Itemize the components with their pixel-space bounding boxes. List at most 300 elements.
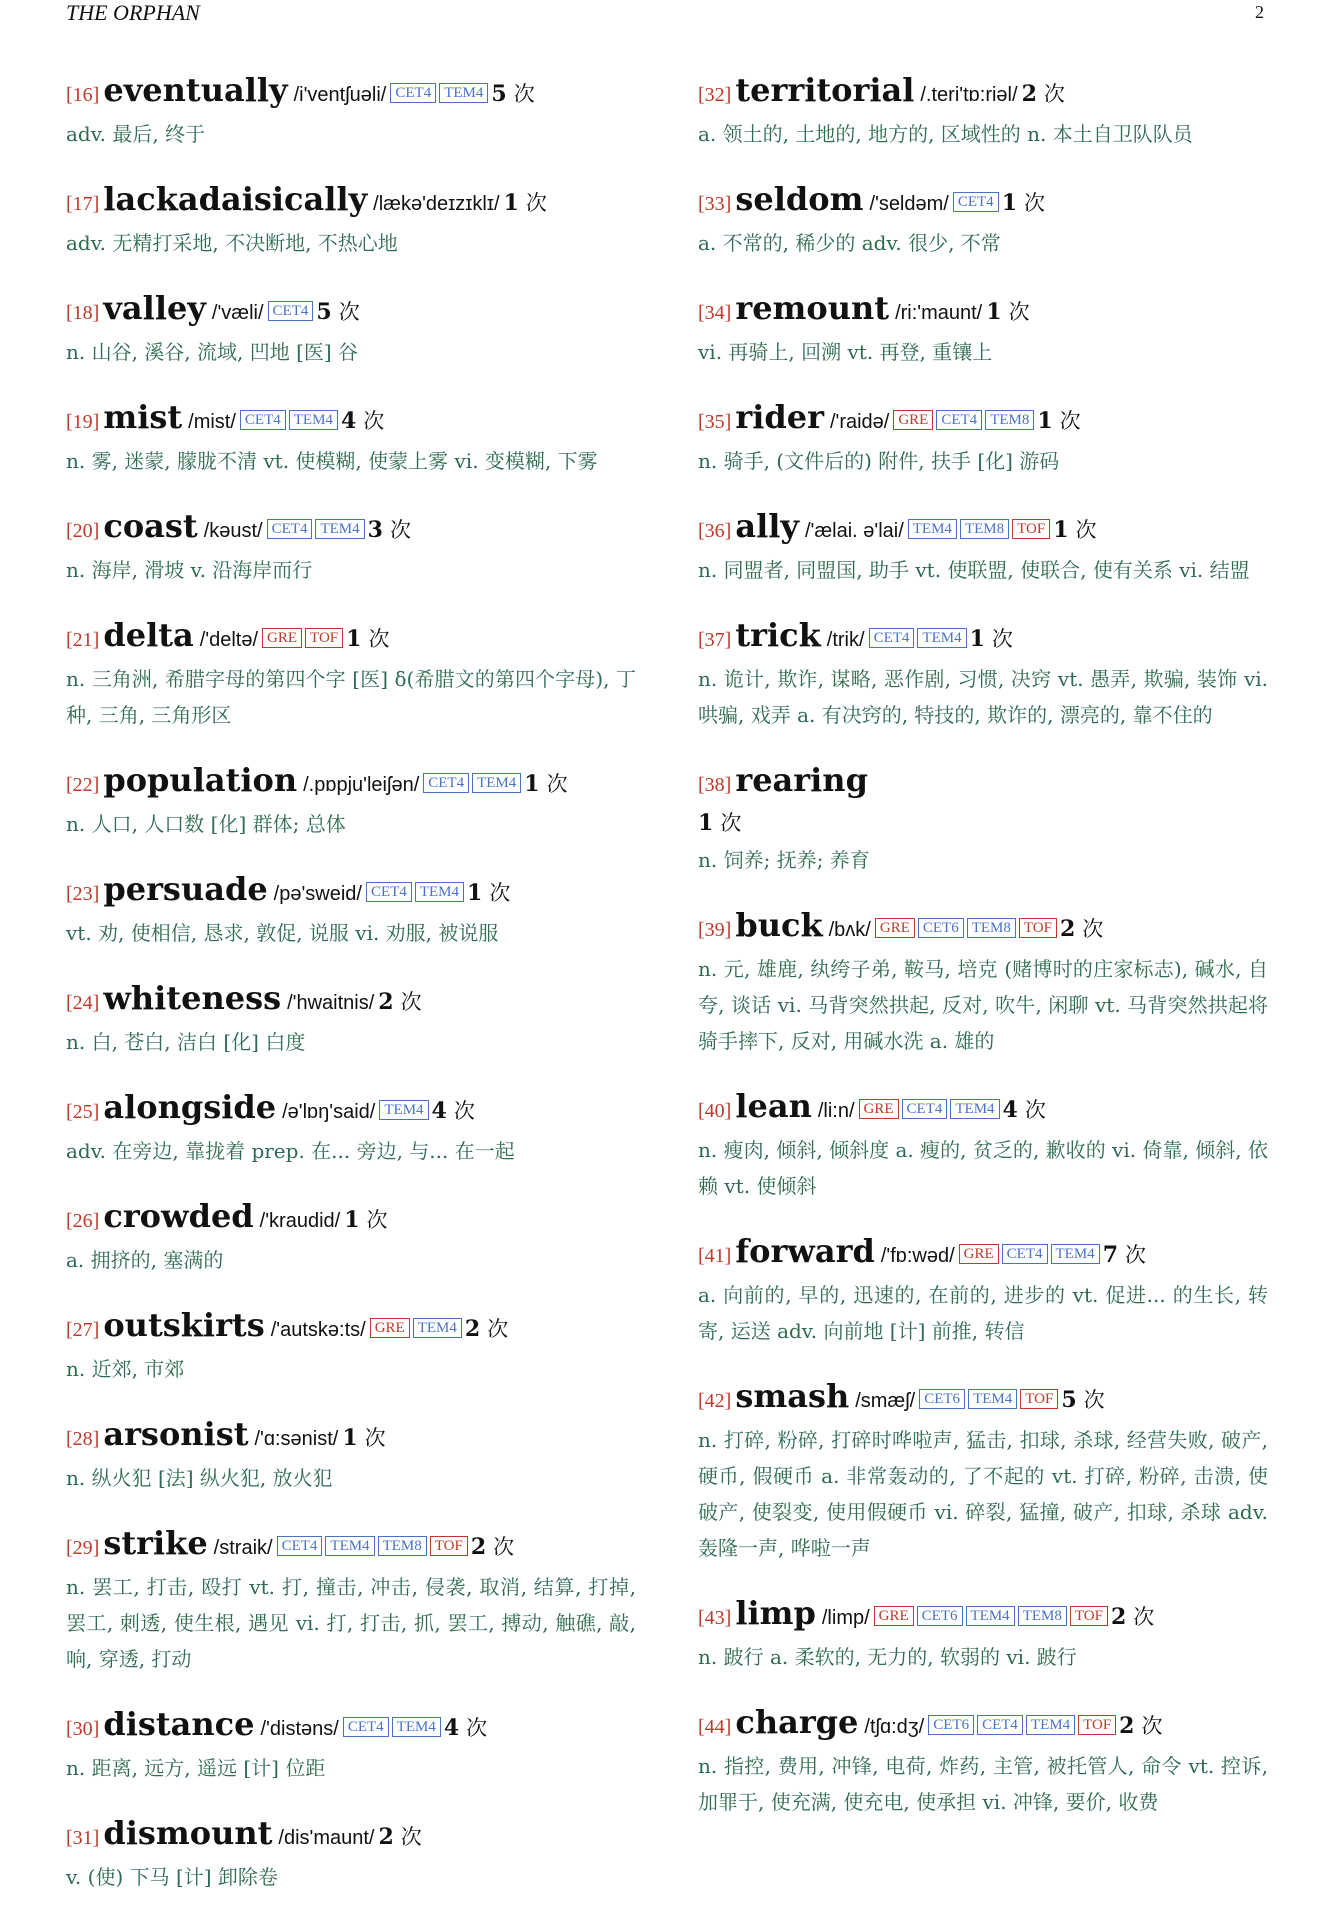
entry-headline bbox=[698, 179, 1268, 225]
frequency-count bbox=[1103, 1243, 1146, 1268]
headword: arsonist bbox=[103, 1415, 249, 1453]
vocab-entry bbox=[66, 1305, 636, 1387]
frequency-number: 1 bbox=[1001, 190, 1017, 216]
definition: n. 元, 雄鹿, 纨绔子弟, 鞍马, 培克 (赌博时的庄家标志), 碱水, 自夸, 谈话 vi. 马背突然拱起, 反对, 吹牛, 闲聊 vt. 马背突然拱起将骑手摔下, 反对, 用碱水洗 a. 雄的 bbox=[698, 957, 1268, 1053]
frequency-count bbox=[444, 1716, 487, 1741]
frequency-number: 5 bbox=[316, 299, 332, 325]
entry-headline bbox=[66, 1414, 636, 1460]
frequency-count bbox=[1061, 1388, 1104, 1413]
definition: n. 雾, 迷蒙, 朦胧不清 vt. 使模糊, 使蒙上雾 vi. 变模糊, 下雾 bbox=[66, 449, 598, 473]
exam-tag-tem8: TEM8 bbox=[967, 918, 1016, 938]
phonetic: /.pɒpju'leiʃən/ bbox=[303, 774, 420, 796]
frequency-unit: 次 bbox=[364, 1426, 386, 1450]
frequency-number: 2 bbox=[1119, 1713, 1135, 1739]
frequency-line bbox=[698, 806, 1268, 842]
entry-index: [24] bbox=[66, 992, 100, 1014]
definition: vt. 劝, 使相信, 恳求, 敦促, 说服 vi. 劝服, 被说服 bbox=[66, 921, 499, 945]
frequency-unit: 次 bbox=[366, 1208, 388, 1232]
headword: trick bbox=[735, 616, 821, 654]
phonetic: /mist/ bbox=[188, 411, 236, 433]
headword: ally bbox=[735, 507, 799, 545]
headword: strike bbox=[103, 1524, 208, 1562]
vocab-entry bbox=[66, 1523, 636, 1677]
entry-index: [18] bbox=[66, 302, 100, 324]
phonetic: /'ɑ:sənist/ bbox=[254, 1428, 339, 1450]
frequency-unit: 次 bbox=[1082, 917, 1104, 941]
frequency-number: 4 bbox=[443, 1715, 460, 1741]
frequency-count bbox=[524, 772, 567, 797]
entry-index: [30] bbox=[66, 1718, 100, 1740]
phonetic: /'kraudid/ bbox=[259, 1210, 341, 1232]
frequency-unit: 次 bbox=[338, 300, 360, 324]
frequency-unit: 次 bbox=[368, 627, 390, 651]
frequency-count bbox=[432, 1099, 475, 1124]
frequency-count bbox=[1053, 518, 1096, 543]
exam-tag-tem8: TEM8 bbox=[378, 1536, 427, 1556]
exam-tag-tem4: TEM4 bbox=[315, 519, 364, 539]
definition: n. 同盟者, 同盟国, 助手 vt. 使联盟, 使联合, 使有关系 vi. 结盟 bbox=[698, 558, 1250, 582]
frequency-count bbox=[467, 881, 510, 906]
definition: v. (使) 下马 [计] 卸除卷 bbox=[66, 1865, 278, 1889]
entry-headline bbox=[698, 905, 1268, 951]
vocab-entry bbox=[66, 760, 636, 842]
phonetic: /ri:'maunt/ bbox=[895, 302, 983, 324]
page-header bbox=[0, 0, 1322, 40]
left-column bbox=[66, 70, 636, 1922]
frequency-number: 3 bbox=[367, 517, 383, 543]
exam-tag-tem4: TEM4 bbox=[415, 882, 464, 902]
entry-index: [26] bbox=[66, 1210, 100, 1232]
frequency-count bbox=[504, 191, 547, 216]
entry-headline bbox=[66, 1305, 636, 1351]
frequency-unit: 次 bbox=[1024, 191, 1045, 215]
frequency-number: 2 bbox=[1021, 81, 1037, 107]
frequency-number: 1 bbox=[969, 626, 985, 652]
frequency-number: 2 bbox=[1110, 1604, 1127, 1630]
entry-headline bbox=[698, 1376, 1268, 1422]
definition: n. 罢工, 打击, 殴打 vt. 打, 撞击, 冲击, 侵袭, 取消, 结算, 打掉, 罢工, 刺透, 使生根, 遇见 vi. 打, 打击, 抓, 罢工, 搏动, 触礁, 敲, 响, 穿透, 打动 bbox=[66, 1575, 636, 1671]
exam-tag-cet4: CET4 bbox=[902, 1099, 948, 1119]
definition: n. 诡计, 欺诈, 谋略, 恶作剧, 习惯, 决窍 vt. 愚弄, 欺骗, 装饰 vi. 哄骗, 戏弄 a. 有决窍的, 特技的, 欺诈的, 漂亮的, 靠不住的 bbox=[698, 667, 1268, 727]
frequency-unit: 次 bbox=[1083, 1388, 1105, 1412]
exam-tag-gre: GRE bbox=[874, 1606, 914, 1626]
frequency-count bbox=[1111, 1605, 1154, 1630]
vocab-entry bbox=[698, 506, 1268, 588]
phonetic: /'fɒ:wəd/ bbox=[880, 1245, 955, 1267]
entry-headline bbox=[66, 179, 636, 225]
headword: eventually bbox=[103, 71, 288, 109]
exam-tag-tem4: TEM4 bbox=[472, 773, 521, 793]
entry-index: [39] bbox=[698, 919, 732, 941]
entry-headline bbox=[66, 1704, 636, 1750]
definition: n. 骑手, (文件后的) 附件, 扶手 [化] 游码 bbox=[698, 449, 1060, 473]
headword: smash bbox=[735, 1377, 850, 1415]
exam-tag-cet6: CET6 bbox=[918, 918, 964, 938]
entry-index: [33] bbox=[698, 193, 732, 215]
entry-index: [35] bbox=[698, 411, 732, 433]
definition: n. 指控, 费用, 冲锋, 电荷, 炸药, 主管, 被托管人, 命令 vt. 控诉, 加罪于, 使充满, 使充电, 使承担 vi. 冲锋, 要价, 收费 bbox=[698, 1754, 1268, 1814]
vocab-entry bbox=[698, 179, 1268, 261]
entry-index: [28] bbox=[66, 1428, 100, 1450]
exam-tag-tof: TOF bbox=[1070, 1606, 1108, 1626]
frequency-unit: 次 bbox=[389, 518, 411, 542]
exam-tag-tem4: TEM4 bbox=[392, 1717, 441, 1737]
frequency-unit: 次 bbox=[466, 1716, 488, 1740]
definition: adv. 最后, 终于 bbox=[66, 122, 206, 146]
vocab-entry bbox=[698, 397, 1268, 479]
vocab-entry bbox=[66, 1087, 636, 1169]
exam-tag-gre: GRE bbox=[262, 628, 302, 648]
exam-tag-cet6: CET6 bbox=[928, 1715, 974, 1735]
phonetic: /tʃɑ:dʒ/ bbox=[864, 1716, 925, 1738]
entry-index: [25] bbox=[66, 1101, 100, 1123]
frequency-number: 5 bbox=[491, 81, 507, 107]
exam-tag-cet4: CET4 bbox=[1002, 1244, 1048, 1264]
frequency-count bbox=[1003, 1098, 1046, 1123]
frequency-unit: 次 bbox=[1008, 300, 1030, 324]
exam-tag-gre: GRE bbox=[959, 1244, 999, 1264]
entry-index: [16] bbox=[66, 84, 100, 106]
vocab-entry bbox=[698, 1086, 1268, 1204]
headword: lean bbox=[735, 1087, 812, 1125]
entry-index: [34] bbox=[698, 302, 732, 324]
frequency-count bbox=[698, 811, 741, 836]
frequency-number: 2 bbox=[378, 989, 394, 1015]
headword: limp bbox=[735, 1594, 816, 1632]
exam-tag-cet4: CET4 bbox=[936, 410, 982, 430]
frequency-number: 4 bbox=[431, 1098, 447, 1124]
vocab-entry bbox=[66, 397, 636, 479]
frequency-number: 1 bbox=[342, 1425, 358, 1451]
entry-index: [20] bbox=[66, 520, 100, 542]
phonetic: /'ælai. ə'lai/ bbox=[804, 520, 904, 542]
frequency-number: 1 bbox=[1037, 408, 1053, 434]
entry-headline bbox=[66, 869, 636, 915]
phonetic: /dis'maunt/ bbox=[278, 1827, 375, 1849]
exam-tag-tof: TOF bbox=[1019, 918, 1057, 938]
phonetic: /ə'lɒŋ'said/ bbox=[282, 1101, 376, 1123]
exam-tag-cet6: CET6 bbox=[917, 1606, 963, 1626]
headword: persuade bbox=[103, 870, 268, 908]
frequency-unit: 次 bbox=[525, 191, 547, 215]
entry-headline bbox=[698, 288, 1268, 334]
frequency-count bbox=[368, 518, 411, 543]
phonetic: /'væli/ bbox=[211, 302, 264, 324]
vocab-entry bbox=[698, 1593, 1268, 1675]
phonetic: /'autskə:ts/ bbox=[270, 1319, 366, 1341]
phonetic: /bʌk/ bbox=[828, 919, 871, 941]
phonetic: /'deltə/ bbox=[199, 629, 259, 651]
exam-tag-tof: TOF bbox=[1078, 1715, 1116, 1735]
frequency-number: 5 bbox=[1061, 1387, 1077, 1413]
frequency-number: 2 bbox=[464, 1316, 481, 1342]
frequency-unit: 次 bbox=[400, 1825, 422, 1849]
headword: alongside bbox=[103, 1088, 277, 1126]
entry-headline bbox=[66, 288, 636, 334]
entry-index: [32] bbox=[698, 84, 732, 106]
definition: n. 人口, 人口数 [化] 群体; 总体 bbox=[66, 812, 346, 836]
headword: crowded bbox=[103, 1197, 254, 1235]
vocab-entry bbox=[698, 1231, 1268, 1349]
headword: lackadaisically bbox=[103, 180, 368, 218]
vocab-entry bbox=[66, 1414, 636, 1496]
frequency-unit: 次 bbox=[493, 1535, 515, 1559]
exam-tag-gre: GRE bbox=[893, 410, 933, 430]
phonetic: /straik/ bbox=[213, 1537, 273, 1559]
phonetic: /lækə'deɪzɪklɪ/ bbox=[373, 193, 500, 215]
vocab-entry bbox=[66, 869, 636, 951]
frequency-count bbox=[344, 1208, 387, 1233]
entry-index: [31] bbox=[66, 1827, 100, 1849]
frequency-count bbox=[491, 82, 534, 107]
definition: n. 距离, 远方, 遥远 [计] 位距 bbox=[66, 1756, 326, 1780]
frequency-unit: 次 bbox=[513, 82, 535, 106]
entry-index: [27] bbox=[66, 1319, 100, 1341]
headword: dismount bbox=[103, 1814, 273, 1852]
exam-tag-cet4: CET4 bbox=[953, 192, 999, 212]
phonetic: /limp/ bbox=[821, 1607, 870, 1629]
frequency-count bbox=[378, 1825, 421, 1850]
vocab-entry bbox=[698, 70, 1268, 152]
entry-index: [19] bbox=[66, 411, 100, 433]
exam-tag-cet4: CET4 bbox=[267, 519, 313, 539]
phonetic: /.teri'tɒ:riəl/ bbox=[920, 84, 1018, 106]
frequency-count bbox=[378, 990, 421, 1015]
headword: rider bbox=[735, 398, 824, 436]
definition: a. 拥挤的, 塞满的 bbox=[66, 1248, 224, 1272]
headword: coast bbox=[103, 507, 198, 545]
frequency-count bbox=[1119, 1714, 1162, 1739]
headword: seldom bbox=[735, 180, 864, 218]
entry-headline bbox=[698, 397, 1268, 443]
vocab-entry bbox=[698, 905, 1268, 1059]
entry-index: [44] bbox=[698, 1716, 732, 1738]
headword: remount bbox=[735, 289, 890, 327]
entry-headline bbox=[698, 1231, 1268, 1277]
page-number: 2 bbox=[1255, 2, 1264, 22]
vocab-entry bbox=[66, 615, 636, 733]
frequency-unit: 次 bbox=[1059, 409, 1081, 433]
entry-index: [40] bbox=[698, 1100, 732, 1122]
entry-headline bbox=[66, 506, 636, 552]
entry-index: [37] bbox=[698, 629, 732, 651]
frequency-number: 1 bbox=[986, 299, 1002, 325]
frequency-count bbox=[346, 627, 389, 652]
frequency-count bbox=[316, 300, 359, 325]
frequency-number: 1 bbox=[524, 771, 540, 797]
vocab-entry bbox=[698, 615, 1268, 733]
entry-headline bbox=[66, 1087, 636, 1133]
entry-headline bbox=[66, 397, 636, 443]
exam-tag-tem4: TEM4 bbox=[908, 519, 957, 539]
entry-index: [17] bbox=[66, 193, 100, 215]
exam-tag-tem4: TEM4 bbox=[966, 1606, 1015, 1626]
frequency-unit: 次 bbox=[363, 409, 385, 433]
entry-headline bbox=[698, 1086, 1268, 1132]
headword: distance bbox=[103, 1705, 255, 1743]
exam-tag-tem4: TEM4 bbox=[917, 628, 966, 648]
entry-headline bbox=[66, 1523, 636, 1569]
frequency-number: 1 bbox=[1053, 517, 1069, 543]
phonetic: /trik/ bbox=[826, 629, 865, 651]
headword: valley bbox=[103, 289, 206, 327]
frequency-unit: 次 bbox=[1133, 1605, 1155, 1629]
exam-tag-tem4: TEM4 bbox=[1051, 1244, 1100, 1264]
exam-tag-gre: GRE bbox=[370, 1318, 410, 1338]
exam-tag-tem8: TEM8 bbox=[1018, 1606, 1067, 1626]
entry-index: [43] bbox=[698, 1607, 732, 1629]
phonetic: /i'ventʃuəli/ bbox=[293, 84, 387, 106]
exam-tag-tem4: TEM4 bbox=[289, 410, 338, 430]
frequency-unit: 次 bbox=[546, 772, 568, 796]
frequency-count bbox=[1037, 409, 1080, 434]
phonetic: /kəust/ bbox=[203, 520, 263, 542]
frequency-unit: 次 bbox=[991, 627, 1013, 651]
exam-tag-cet4: CET4 bbox=[240, 410, 286, 430]
frequency-count bbox=[465, 1317, 508, 1342]
exam-tag-tof: TOF bbox=[430, 1536, 468, 1556]
headword: buck bbox=[735, 906, 823, 944]
exam-tag-tem4: TEM4 bbox=[379, 1100, 428, 1120]
entry-index: [36] bbox=[698, 520, 732, 542]
entry-index: [42] bbox=[698, 1390, 732, 1412]
headword: outskirts bbox=[103, 1306, 265, 1344]
entry-headline bbox=[698, 70, 1268, 116]
exam-tag-cet4: CET4 bbox=[343, 1717, 389, 1737]
entry-headline bbox=[66, 978, 636, 1024]
frequency-number: 2 bbox=[470, 1534, 487, 1560]
entry-headline bbox=[66, 1813, 636, 1859]
frequency-unit: 次 bbox=[1024, 1098, 1046, 1122]
vocab-entry bbox=[698, 288, 1268, 370]
frequency-unit: 次 bbox=[1075, 518, 1097, 542]
definition: a. 向前的, 早的, 迅速的, 在前的, 进步的 vt. 促进... 的生长, 转寄, 运送 adv. 向前地 [计] 前推, 转信 bbox=[698, 1283, 1268, 1343]
entry-headline bbox=[698, 760, 1268, 806]
exam-tag-tem4: TEM4 bbox=[950, 1099, 999, 1119]
phonetic: /li:n/ bbox=[817, 1100, 855, 1122]
exam-tag-tem8: TEM8 bbox=[960, 519, 1009, 539]
definition: n. 近郊, 市郊 bbox=[66, 1357, 185, 1381]
entry-index: [41] bbox=[698, 1245, 732, 1267]
frequency-count bbox=[970, 627, 1013, 652]
entry-headline bbox=[698, 1593, 1268, 1639]
entry-index: [29] bbox=[66, 1537, 100, 1559]
entry-headline bbox=[698, 506, 1268, 552]
frequency-count bbox=[342, 1426, 385, 1451]
phonetic: /'distəns/ bbox=[260, 1718, 339, 1740]
frequency-count bbox=[1060, 917, 1103, 942]
definition: n. 跛行 a. 柔软的, 无力的, 软弱的 vi. 跛行 bbox=[698, 1645, 1077, 1669]
vocab-entry bbox=[66, 978, 636, 1060]
headword: delta bbox=[103, 616, 194, 654]
entry-headline bbox=[698, 615, 1268, 661]
exam-tag-tem4: TEM4 bbox=[1026, 1715, 1075, 1735]
vocab-entry bbox=[66, 1813, 636, 1895]
vocab-entry bbox=[698, 1376, 1268, 1566]
frequency-number: 2 bbox=[1059, 916, 1076, 942]
phonetic: /'seldəm/ bbox=[869, 193, 949, 215]
phonetic: /smæʃ/ bbox=[855, 1390, 916, 1412]
frequency-number: 4 bbox=[340, 408, 357, 434]
exam-tag-cet4: CET4 bbox=[423, 773, 469, 793]
exam-tag-cet4: CET4 bbox=[869, 628, 915, 648]
headword: charge bbox=[735, 1703, 859, 1741]
definition: a. 不常的, 稀少的 adv. 很少, 不常 bbox=[698, 231, 1001, 255]
entry-index: [38] bbox=[698, 774, 732, 796]
frequency-number: 1 bbox=[346, 626, 362, 652]
entry-headline bbox=[66, 615, 636, 661]
entry-headline bbox=[66, 760, 636, 806]
frequency-unit: 次 bbox=[489, 881, 511, 905]
exam-tag-cet4: CET4 bbox=[366, 882, 412, 902]
exam-tag-tof: TOF bbox=[1012, 519, 1050, 539]
frequency-count bbox=[471, 1535, 514, 1560]
exam-tag-tem4: TEM4 bbox=[968, 1389, 1017, 1409]
headword: rearing bbox=[735, 761, 868, 799]
frequency-count bbox=[341, 409, 384, 434]
definition: n. 打碎, 粉碎, 打碎时哗啦声, 猛击, 扣球, 杀球, 经营失败, 破产, 硬币, 假硬币 a. 非常轰动的, 了不起的 vt. 打碎, 粉碎, 击溃, 使破产, 使裂变, 使用假硬币 vi. 碎裂, 猛撞, 破产, 扣球, 杀球 adv. 轰隆一声, 哗啦一声 bbox=[698, 1428, 1268, 1560]
frequency-number: 4 bbox=[1002, 1097, 1018, 1123]
vocab-entry bbox=[66, 1196, 636, 1278]
definition: n. 白, 苍白, 洁白 [化] 白度 bbox=[66, 1030, 306, 1054]
book-title: THE ORPHAN bbox=[66, 0, 200, 25]
definition: vi. 再骑上, 回溯 vt. 再登, 重镶上 bbox=[698, 340, 993, 364]
definition: n. 纵火犯 [法] 纵火犯, 放火犯 bbox=[66, 1466, 333, 1490]
exam-tag-tem8: TEM8 bbox=[985, 410, 1034, 430]
frequency-number: 7 bbox=[1102, 1242, 1118, 1268]
vocab-entry bbox=[66, 288, 636, 370]
exam-tag-gre: GRE bbox=[859, 1099, 899, 1119]
definition: n. 饲养; 抚养; 养育 bbox=[698, 848, 870, 872]
frequency-unit: 次 bbox=[720, 811, 742, 835]
vocab-entry bbox=[66, 70, 636, 152]
exam-tag-tem4: TEM4 bbox=[413, 1318, 462, 1338]
frequency-unit: 次 bbox=[400, 990, 422, 1014]
entry-headline bbox=[66, 1196, 636, 1242]
frequency-count bbox=[1022, 82, 1065, 107]
entry-headline bbox=[66, 70, 636, 116]
headword: territorial bbox=[735, 71, 915, 109]
exam-tag-cet4: CET4 bbox=[390, 83, 436, 103]
entry-index: [22] bbox=[66, 774, 100, 796]
definition: a. 领土的, 土地的, 地方的, 区域性的 n. 本土自卫队队员 bbox=[698, 122, 1193, 146]
definition: adv. 无精打采地, 不决断地, 不热心地 bbox=[66, 231, 398, 255]
exam-tag-tem4: TEM4 bbox=[439, 83, 488, 103]
exam-tag-tof: TOF bbox=[305, 628, 343, 648]
exam-tag-tof: TOF bbox=[1020, 1389, 1058, 1409]
entry-index: [21] bbox=[66, 629, 100, 651]
vocab-entry bbox=[66, 1704, 636, 1786]
exam-tag-gre: GRE bbox=[875, 918, 915, 938]
frequency-count bbox=[1002, 191, 1045, 216]
phonetic: /'raidə/ bbox=[829, 411, 890, 433]
frequency-number: 1 bbox=[698, 810, 714, 836]
exam-tag-cet4: CET4 bbox=[277, 1536, 323, 1556]
entry-index: [23] bbox=[66, 883, 100, 905]
vocab-entry bbox=[66, 179, 636, 261]
entry-headline bbox=[698, 1702, 1268, 1748]
definition: n. 瘦肉, 倾斜, 倾斜度 a. 瘦的, 贫乏的, 歉收的 vi. 倚靠, 倾斜, 依赖 vt. 使倾斜 bbox=[698, 1138, 1268, 1198]
phonetic: /'hwaitnis/ bbox=[287, 992, 375, 1014]
phonetic: /pə'sweid/ bbox=[273, 883, 362, 905]
exam-tag-cet4: CET4 bbox=[977, 1715, 1023, 1735]
frequency-number: 1 bbox=[503, 190, 519, 216]
definition: adv. 在旁边, 靠拢着 prep. 在... 旁边, 与... 在一起 bbox=[66, 1139, 515, 1163]
headword: mist bbox=[103, 398, 183, 436]
frequency-number: 1 bbox=[467, 880, 483, 906]
frequency-number: 2 bbox=[378, 1824, 394, 1850]
vocab-entry bbox=[698, 760, 1268, 878]
